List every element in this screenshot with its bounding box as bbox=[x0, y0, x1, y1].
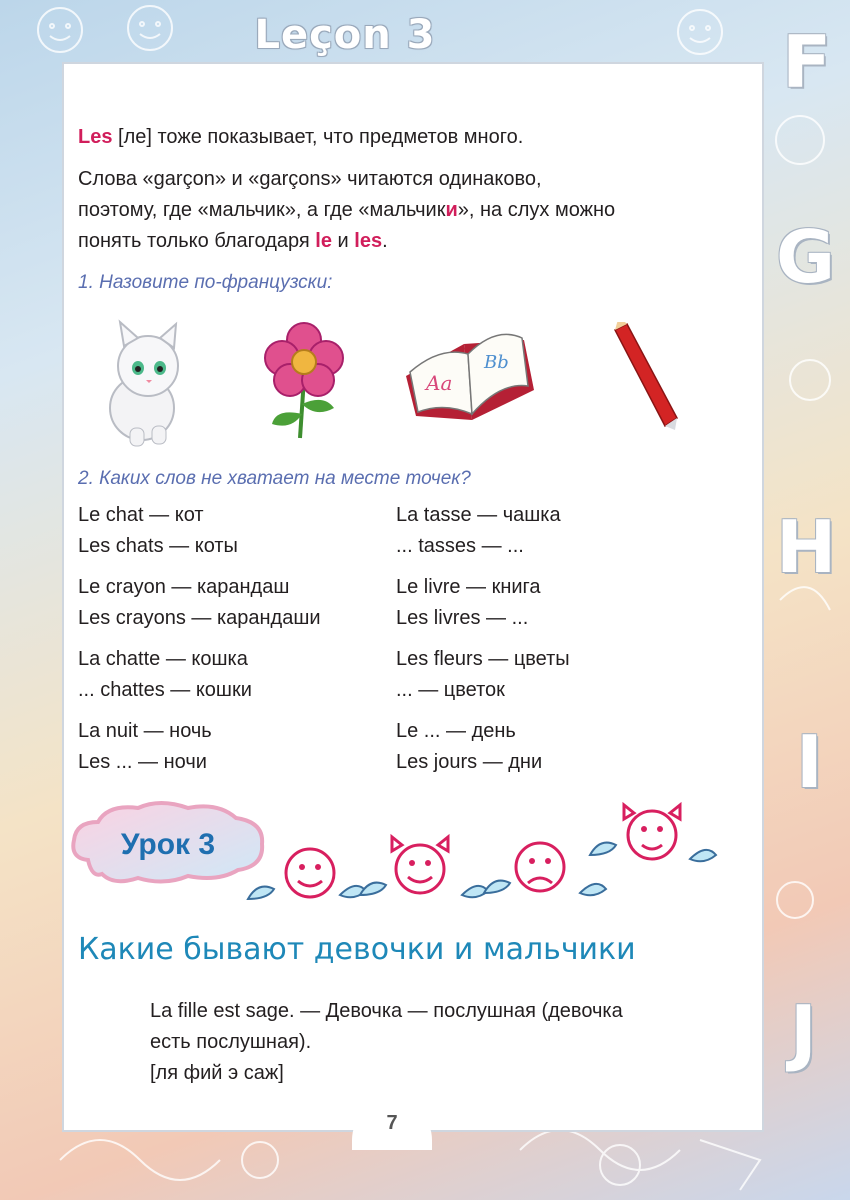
page-number-tab bbox=[352, 1100, 432, 1150]
cat-picture bbox=[90, 318, 200, 448]
word-pair bbox=[78, 644, 321, 706]
side-letter-f: F bbox=[782, 20, 832, 104]
lesson-badge bbox=[68, 800, 268, 885]
example-sentence bbox=[150, 996, 730, 1089]
paragraph-line-1: Слова «garçon» и «garçons» читаются одинаково, bbox=[78, 168, 542, 190]
paragraph-line-3-end: . bbox=[382, 230, 388, 252]
intro-line-rest: [ле] тоже показывает, что предметов много. bbox=[112, 126, 524, 148]
side-letter-i: I bbox=[796, 720, 823, 804]
word-singular: La chatte — кошка bbox=[78, 648, 248, 670]
book-picture bbox=[400, 320, 540, 435]
word-plural: ... tasses — ... bbox=[396, 535, 524, 557]
word-plural: Les ... — ночи bbox=[78, 751, 207, 773]
les-word-2: les bbox=[354, 230, 383, 252]
left-word-column bbox=[78, 500, 321, 788]
paragraph-line-3 bbox=[78, 226, 615, 257]
word-singular: Le crayon — карандаш bbox=[78, 576, 290, 598]
word-pair bbox=[396, 644, 570, 706]
pencil-picture bbox=[605, 322, 685, 432]
flower-picture bbox=[260, 318, 350, 443]
intro-line bbox=[78, 122, 523, 153]
word-singular: La tasse — чашка bbox=[396, 504, 561, 526]
right-word-column bbox=[396, 500, 570, 788]
side-letter-h: H bbox=[776, 505, 837, 589]
word-singular: Les fleurs — цветы bbox=[396, 648, 570, 670]
kids-faces-illustration bbox=[240, 795, 720, 925]
word-pair bbox=[78, 572, 321, 634]
word-singular: La nuit — ночь bbox=[78, 720, 212, 742]
lesson-badge-label: Урок 3 bbox=[120, 828, 216, 861]
word-plural: ... — цветок bbox=[396, 679, 505, 701]
page-number: 7 bbox=[386, 1112, 398, 1134]
word-plural: Les chats — коты bbox=[78, 535, 238, 557]
word-pair bbox=[396, 716, 570, 778]
example-line-2: есть послушная). bbox=[150, 1031, 312, 1053]
example-line-1: La fille est sage. — Девочка — послушная (девочка bbox=[150, 1000, 623, 1022]
plural-ending: и bbox=[445, 199, 458, 221]
le-word: le bbox=[315, 230, 332, 252]
paragraph-line-2 bbox=[78, 195, 615, 226]
les-word: Les bbox=[78, 126, 113, 148]
word-pair bbox=[396, 572, 570, 634]
word-plural: ... chattes — кошки bbox=[78, 679, 252, 701]
side-letter-j: J bbox=[790, 990, 817, 1074]
word-singular: Le ... — день bbox=[396, 720, 516, 742]
word-plural: Les crayons — карандаши bbox=[78, 607, 321, 629]
word-pair bbox=[396, 500, 570, 562]
word-singular: Le livre — книга bbox=[396, 576, 541, 598]
task-2-heading: 2. Каких слов не хватает на месте точек? bbox=[78, 468, 471, 489]
lesson-title: Leçon 3 bbox=[254, 12, 436, 58]
word-plural: Les jours — дни bbox=[396, 751, 543, 773]
word-pair bbox=[78, 716, 321, 778]
intro-paragraph bbox=[78, 164, 615, 257]
paragraph-line-2b: », на слух можно bbox=[457, 199, 616, 221]
section-title: Какие бывают девочки и мальчики bbox=[78, 932, 636, 967]
word-plural: Les livres — ... bbox=[396, 607, 529, 629]
side-letter-g: G bbox=[776, 215, 836, 299]
book-left-letters: Aa bbox=[426, 371, 453, 395]
word-singular: Le chat — кот bbox=[78, 504, 204, 526]
example-transcription: [ля фий э саж] bbox=[150, 1062, 284, 1084]
paragraph-line-2a: поэтому, где «мальчик», а где «мальчик bbox=[78, 199, 446, 221]
paragraph-line-3-mid: и bbox=[331, 230, 355, 252]
word-pair bbox=[78, 500, 321, 562]
paragraph-line-3a: понять только благодаря bbox=[78, 230, 316, 252]
task-1-heading: 1. Назовите по-французски: bbox=[78, 272, 333, 293]
book-right-letters: Bb bbox=[484, 352, 509, 373]
